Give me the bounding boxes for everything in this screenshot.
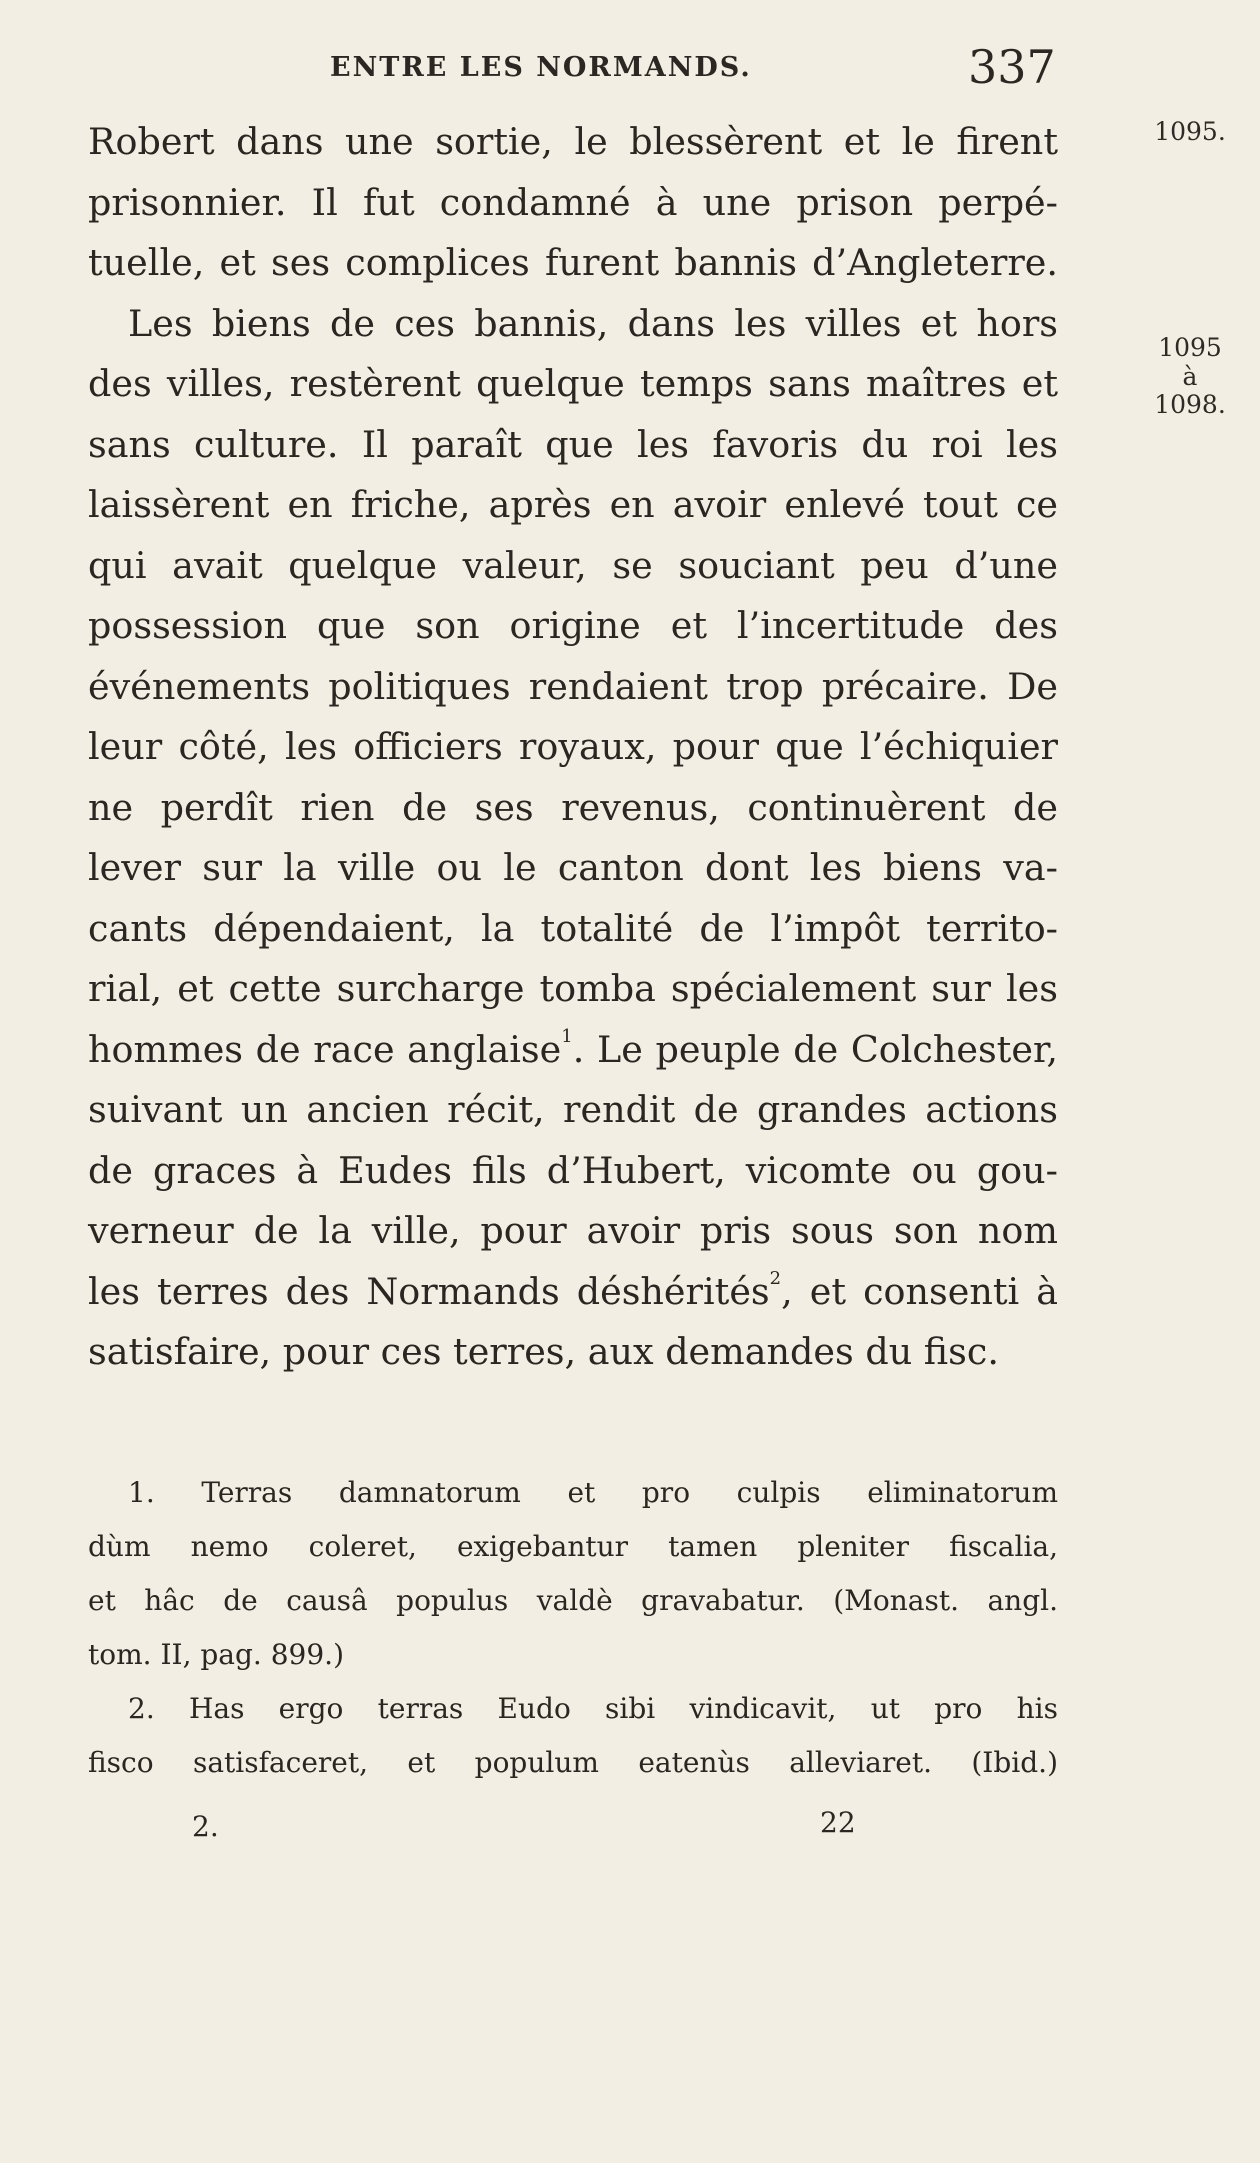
volume-signature: 2.	[192, 1810, 219, 1843]
text-line-with-note	[88, 1020, 1058, 1081]
text-line: qui avait quelque valeur, se souciant peu d’une	[88, 543, 1058, 587]
gathering-number: 22	[820, 1806, 856, 1839]
text-line: prisonnier. Il fut condamné à une prison perpé-	[88, 180, 1058, 224]
text-segment: . Le peuple de Colchester,	[572, 1027, 1058, 1071]
text-line: Robert dans une sortie, le blessèrent et le firent	[88, 120, 1058, 163]
main-text	[88, 112, 1058, 1383]
footnote-1-line: dùm nemo coleret, exigebantur tamen pleniter fiscalia,	[88, 1530, 1058, 1563]
text-line: sans culture. Il paraît que les favoris du roi les	[88, 422, 1058, 466]
text-line: ne perdît rien de ses revenus, continuèrent de	[88, 785, 1058, 829]
text-segment: hommes de race anglaise	[88, 1027, 562, 1071]
footnotes	[88, 1466, 1058, 1790]
margin-range-separator: à	[1182, 362, 1198, 391]
footnote-1-line: tom. II, pag. 899.)	[88, 1638, 344, 1671]
footnote-1-line: 1. Terras damnatorum et pro culpis eliminatorum	[128, 1476, 1058, 1509]
text-line-with-note	[88, 1262, 1058, 1323]
text-line: verneur de la ville, pour avoir pris sous son nom	[88, 1209, 1058, 1252]
text-line: événements politiques rendaient trop précaire. De	[88, 664, 1058, 708]
text-line: suivant un ancien récit, rendit de grandes actions	[88, 1088, 1058, 1131]
text-line: Les biens de ces bannis, dans les villes et hors	[128, 301, 1058, 345]
margin-year-note: 1095.	[1154, 117, 1226, 146]
text-line: tuelle, et ses complices furent bannis d’Angleterre.	[88, 241, 1058, 284]
text-line: cants dépendaient, la totalité de l’impôt territo-	[88, 906, 1058, 950]
text-line: lever sur la ville ou le canton dont les biens va-	[88, 846, 1058, 889]
text-line: de graces à Eudes fils d’Hubert, vicomte ou gou-	[88, 1148, 1058, 1192]
text-line: leur côté, les officiers royaux, pour que l’échiquier	[88, 725, 1058, 768]
footnote-2-line: fisco satisfaceret, et populum eatenùs alleviaret. (Ibid.)	[88, 1746, 1058, 1779]
text-line: satisfaire, pour ces terres, aux demandes du fisc.	[88, 1330, 999, 1373]
text-line: possession que son origine et l’incertitude des	[88, 604, 1058, 647]
running-title: ENTRE LES NORMANDS.	[330, 52, 752, 83]
footnote-1-line: et hâc de causâ populus valdè gravabatur. (Monast. angl.	[88, 1584, 1058, 1617]
text-line: laissèrent en friche, après en avoir enlevé tout ce	[88, 483, 1058, 526]
page-number: 337	[968, 40, 1056, 94]
text-line: rial, et cette surcharge tomba spécialement sur les	[88, 967, 1058, 1010]
footnote-ref-1[interactable]: 1	[561, 1026, 573, 1048]
footnote-2-line: 2. Has ergo terras Eudo sibi vindicavit, ut pro his	[128, 1692, 1058, 1725]
text-segment: les terres des Normands déshérités	[88, 1269, 770, 1313]
margin-range-end: 1098.	[1154, 390, 1226, 419]
text-line: des villes, restèrent quelque temps sans maîtres et	[88, 362, 1058, 405]
text-segment: , et consenti à	[781, 1269, 1058, 1313]
margin-range-start: 1095	[1158, 333, 1222, 362]
footnote-ref-2[interactable]: 2	[769, 1268, 782, 1290]
